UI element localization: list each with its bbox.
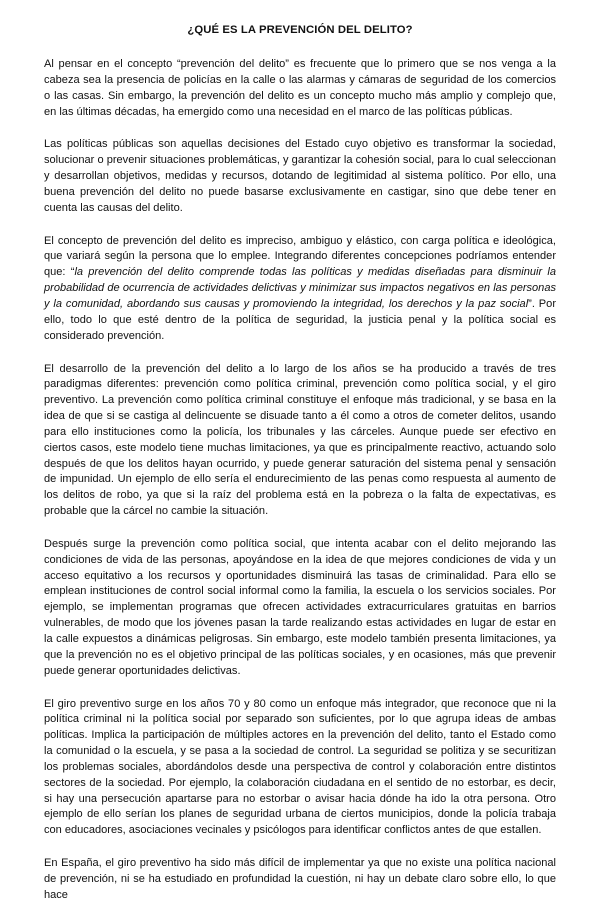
paragraph-3 bbox=[44, 234, 556, 345]
paragraph-6: El giro preventivo surge en los años 70 y 80 como un enfoque más integrador, que reconoce que ni la política criminal ni la política social por separado son suficientes, por lo que agrupa ideas de ambas políticas. Implica la participación de múltiples actores en la prevención del delito, tanto el Estado como la comunidad o la escuela, y se pasa a la sociedad de control. La seguridad se politiza y se securitizan los problemas sociales, abordándolos desde una perspectiva de control y colaboración entre distintos sectores de la sociedad. Por ejemplo, la colaboración ciudadana en el sentido de no estorbar, es decir, si hay una persecución apartarse para no estorbar o avisar hacia dónde ha ido la otra persona. Otro ejemplo de ello serían los planes de seguridad urbana de ciertos municipios, donde la policía trabaja con educadores, asociaciones vecinales y psicólogos para identificar conflictos antes de que estallen. bbox=[44, 697, 556, 837]
paragraph-2: Las políticas públicas son aquellas decisiones del Estado cuyo objetivo es transformar la sociedad, solucionar o prevenir situaciones problemáticas, y garantizar la cohesión social, para lo cual seleccionan y desarrollan objetivos, medidas y recursos, dotando de legitimidad al sistema político. Por ello, una buena prevención del delito no puede basarse exclusivamente en castigar, sino que debe tener en cuenta las causas del delito. bbox=[44, 138, 556, 214]
paragraph-7: En España, el giro preventivo ha sido más difícil de implementar ya que no existe una política nacional de prevención, ni se ha estudiado en profundidad la cuestión, ni hay un debate claro sobre ello, lo que hace bbox=[44, 857, 556, 901]
paragraph-5: Después surge la prevención como política social, que intenta acabar con el delito mejorando las condiciones de vida de las personas, apoyándose en la idea de que mejores condiciones de vida y un acceso equitativo a los recursos y oportunidades disminuirá las tasas de criminalidad. Para ello se emplean instituciones de control social informal como la familia, la escuela o los servicios sociales. Por ejemplo, se implementan programas que ofrecen actividades extracurriculares gratuitas en barrios vulnerables, de modo que los jóvenes pasan la tarde realizando estas actividades en lugar de estar en la calle expuestos a dinámicas peligrosas. Sin embargo, este modelo también presenta limitaciones, ya que la prevención no es el objetivo principal de las políticas sociales, y en ocasiones, más que prevenir puede generar oportunidades delictivas. bbox=[44, 537, 556, 677]
document-title: ¿QUÉ ES LA PREVENCIÓN DEL DELITO? bbox=[187, 24, 413, 36]
paragraph-4: El desarrollo de la prevención del delito a lo largo de los años se ha producido a través de tres paradigmas diferentes: prevención como política criminal, prevención como política social, y el giro preventivo. La prevención como política criminal constituye el enfoque más tradicional, y se basa en la idea de que si se castiga al delincuente se disuade tanto a él como a otros de cometer delitos, usando para ello instituciones como la policía, los tribunales y las cárceles. Aunque puede ser efectivo en ciertos casos, este modelo tiene muchas limitaciones, ya que es principalmente reactivo, actuando solo después de que los delitos hayan ocurrido, y puede generar saturación del sistema penal y sensación de impunidad. Un ejemplo de ello sería el endurecimiento de las penas como respuesta al aumento de los delitos de robo, ya que si la raíz del problema está en la pobreza o la falta de expectativas, es probable que la cárcel no cambie la situación. bbox=[44, 362, 556, 518]
paragraph-3-quote: la prevención del delito comprende todas las políticas y medidas diseñadas para disminuir la probabilidad de ocurrencia de actividades delictivas y minimizar sus impactos negativos en las personas y la comunidad, abordando sus causas y promoviendo la integridad, los derechos y la paz social bbox=[44, 266, 556, 310]
paragraph-1: Al pensar en el concepto “prevención del delito” es frecuente que lo primero que se nos venga a la cabeza sea la presencia de policías en la calle o las alarmas y cámaras de seguridad de los comercios o las casas. Sin embargo, la prevención del delito es un concepto mucho más amplio y complejo que, en las últimas décadas, ha emergido como una necesidad en el marco de las políticas públicas. bbox=[44, 58, 556, 118]
paragraph-3-end: ”. Por ello, todo lo que esté dentro de la política de seguridad, la justicia penal y la política social es considerado prevención. bbox=[44, 297, 556, 342]
paragraph-3-start: El concepto de prevención del delito es impreciso, ambiguo y elástico, con carga política e ideológica, que variará según la persona que lo emplee. Integrando diferentes concepciones podríamos entender que: “ bbox=[44, 234, 556, 279]
